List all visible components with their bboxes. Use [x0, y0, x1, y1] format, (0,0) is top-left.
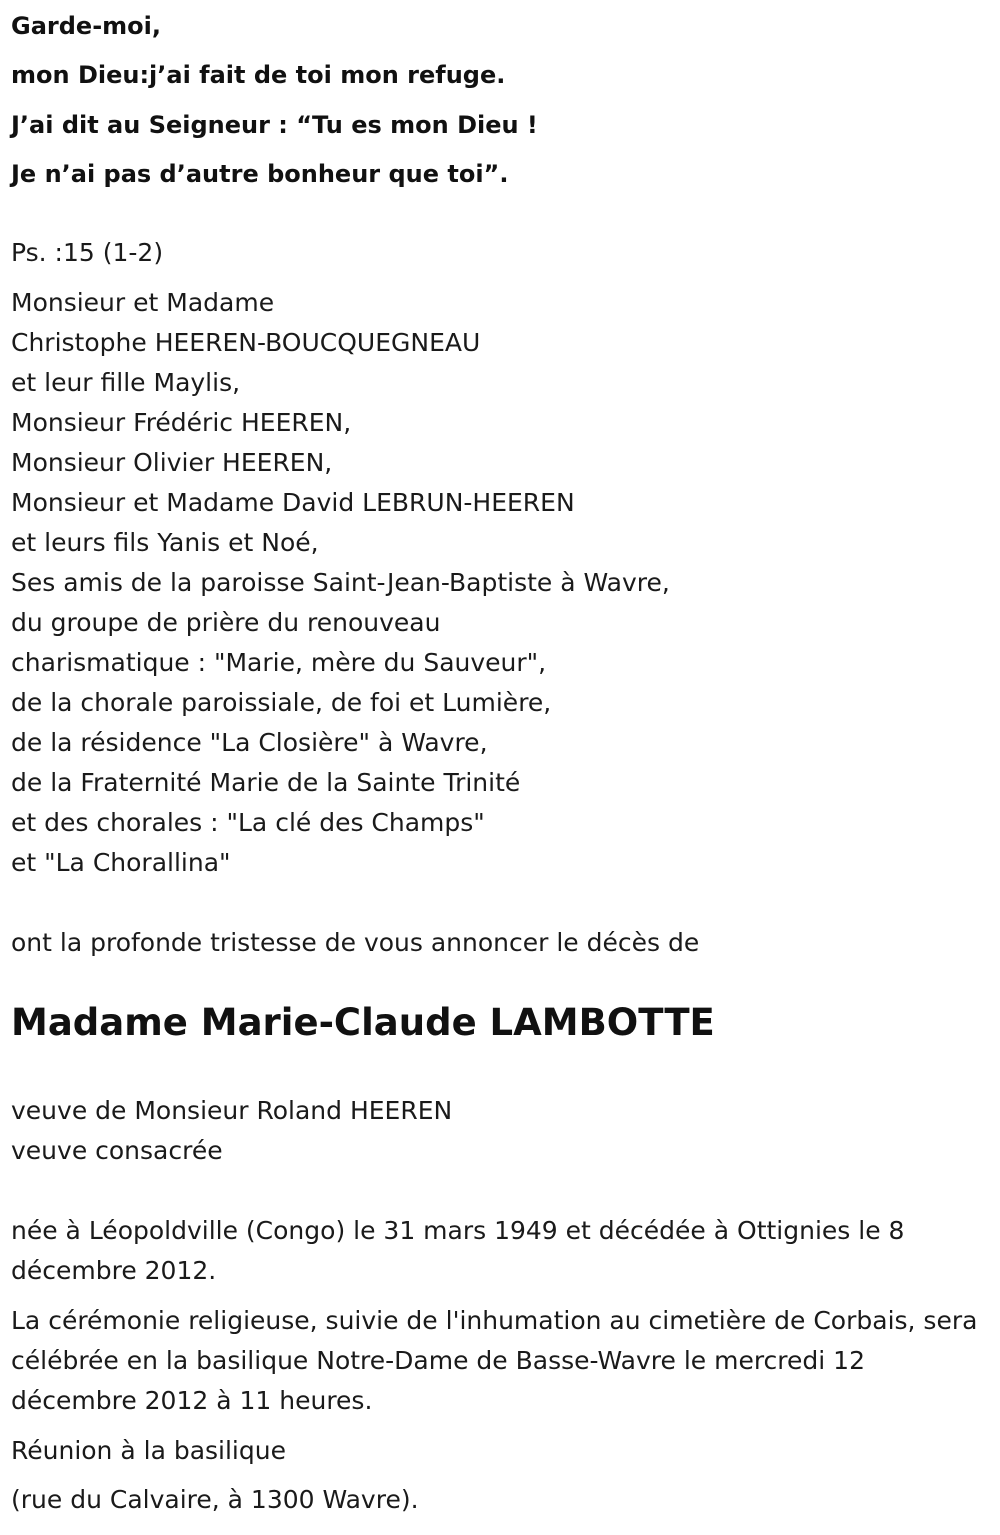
family-line: de la Fraternité Marie de la Sainte Trinité: [11, 768, 521, 797]
family-line: Ses amis de la paroisse Saint-Jean-Baptiste à Wavre,: [11, 568, 670, 597]
family-line: de la chorale paroissiale, de foi et Lumière,: [11, 688, 552, 717]
family-line: Christophe HEEREN-BOUCQUEGNEAU: [11, 328, 481, 357]
family-line: et leurs fils Yanis et Noé,: [11, 528, 319, 557]
widow-of-text: veuve de Monsieur Roland HEEREN: [11, 1096, 453, 1125]
deceased-name: Madame Marie-Claude LAMBOTTE: [11, 1001, 715, 1044]
address-text: (rue du Calvaire, à 1300 Wavre).: [11, 1485, 419, 1514]
family-line: Monsieur et Madame: [11, 288, 275, 317]
meeting-text: Réunion à la basilique: [11, 1436, 286, 1465]
ceremony-text: La cérémonie religieuse, suivie de l'inhumation au cimetière de Corbais, sera célébrée en la basilique Notre-Dame de Basse-Wavre le mercredi 12 décembre 2012 à 11 heures.: [11, 1306, 978, 1415]
family-line: et leur fille Maylis,: [11, 368, 241, 397]
family-line: du groupe de prière du renouveau: [11, 608, 441, 637]
birth-death-text: née à Léopoldville (Congo) le 31 mars 1949 et décédée à Ottignies le 8 décembre 2012.: [11, 1216, 905, 1285]
verse-line: Garde-moi,: [11, 12, 161, 40]
family-line: et des chorales : "La clé des Champs": [11, 808, 485, 837]
verse-line: J’ai dit au Seigneur : “Tu es mon Dieu !: [11, 111, 538, 139]
verse-line: Je n’ai pas d’autre bonheur que toi”.: [11, 160, 509, 188]
family-line: Monsieur Olivier HEEREN,: [11, 448, 333, 477]
family-line: Monsieur Frédéric HEEREN,: [11, 408, 352, 437]
family-line: et "La Chorallina": [11, 848, 231, 877]
verse-reference: Ps. :15 (1-2): [11, 238, 164, 267]
announcement-text: ont la profonde tristesse de vous annoncer le décès de: [11, 928, 700, 957]
verse-line: mon Dieu:j’ai fait de toi mon refuge.: [11, 61, 506, 89]
family-line: Monsieur et Madame David LEBRUN-HEEREN: [11, 488, 575, 517]
family-line: de la résidence "La Closière" à Wavre,: [11, 728, 488, 757]
status-text: veuve consacrée: [11, 1136, 223, 1165]
family-line: charismatique : "Marie, mère du Sauveur",: [11, 648, 547, 677]
